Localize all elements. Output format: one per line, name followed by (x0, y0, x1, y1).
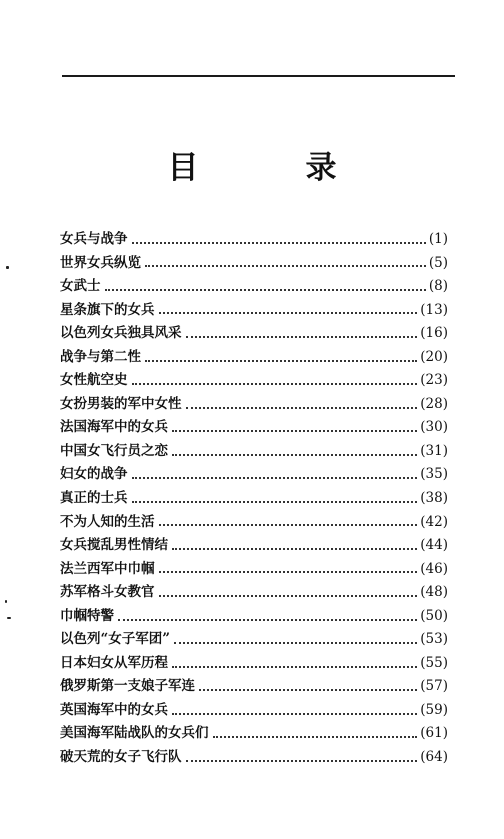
dot-leader (159, 312, 418, 314)
toc-entry-title: 巾帼特警 (60, 607, 114, 624)
header-rule (62, 75, 455, 77)
toc-entry-page-number: (31) (420, 442, 448, 459)
toc-entry-page-number: (38) (420, 490, 448, 507)
toc-entry-page-number: (64) (420, 749, 448, 766)
toc-entry-page-number: (16) (420, 325, 448, 342)
toc-entry (60, 299, 448, 323)
toc-entry-page-number: (57) (420, 678, 448, 695)
toc-entry (60, 369, 448, 393)
toc-entry-page-number: (23) (420, 372, 448, 389)
toc-entry-title: 女兵与战争 (60, 231, 128, 247)
dot-leader (132, 242, 426, 244)
scan-speck (6, 266, 9, 269)
toc-entry-page-number: (59) (420, 701, 448, 718)
toc-entry (60, 275, 448, 299)
toc-entry-title: 战争与第二性 (60, 348, 141, 365)
toc-entry-title: 法国海军中的女兵 (60, 419, 168, 436)
dot-leader (186, 407, 418, 409)
toc-entry (60, 722, 448, 746)
toc-entry (60, 699, 448, 723)
toc-entry (60, 252, 448, 276)
toc-entry (60, 393, 448, 417)
toc-entry-page-number: (46) (420, 560, 448, 577)
toc-entry (60, 322, 448, 346)
toc-entry-page-number: (20) (420, 348, 448, 365)
toc-entry (60, 652, 448, 676)
dot-leader (145, 265, 426, 267)
toc-entry-page-number: (42) (420, 513, 448, 530)
toc-entry (60, 228, 448, 252)
toc-entry (60, 416, 448, 440)
dot-leader (159, 571, 418, 573)
dot-leader (118, 619, 417, 621)
dot-leader (186, 336, 418, 338)
dot-leader (213, 736, 418, 738)
toc-entry-title: 世界女兵纵览 (60, 254, 141, 271)
toc-entry-title: 真正的士兵 (60, 490, 128, 507)
toc-entry-page-number: (35) (420, 466, 448, 483)
dot-leader (132, 501, 418, 503)
table-of-contents (60, 228, 448, 770)
toc-entry (60, 581, 448, 605)
toc-entry (60, 558, 448, 582)
toc-entry-title: 以色列“女子军团” (60, 631, 171, 648)
toc-entry-page-number: (13) (420, 301, 448, 318)
toc-entry-page-number: (5) (428, 254, 448, 271)
toc-entry (60, 440, 448, 464)
dot-leader (159, 595, 418, 597)
toc-entry (60, 746, 448, 770)
toc-entry (60, 675, 448, 699)
toc-entry-title: 女武士 (60, 278, 101, 295)
page-title: 目 录 (167, 150, 375, 186)
toc-entry-title: 女兵搅乱男性情结 (60, 537, 168, 554)
toc-entry-title: 日本妇女从军历程 (60, 654, 168, 671)
toc-entry-title: 英国海军中的女兵 (60, 701, 168, 718)
toc-entry-title: 中国女飞行员之恋 (60, 442, 168, 459)
dot-leader (172, 454, 417, 456)
toc-entry-title: 美国海军陆战队的女兵们 (60, 725, 209, 742)
toc-entry-page-number: (53) (420, 631, 448, 648)
toc-entry (60, 534, 448, 558)
toc-entry (60, 605, 448, 629)
toc-entry-title: 女扮男装的军中女性 (60, 395, 182, 412)
toc-entry-title: 俄罗斯第一支娘子军连 (60, 678, 195, 695)
dot-leader (174, 642, 417, 644)
toc-entry-title: 破天荒的女子飞行队 (60, 749, 182, 766)
toc-entry-page-number: (44) (420, 537, 448, 554)
dot-leader (132, 477, 418, 479)
scan-speck (5, 600, 7, 603)
dot-leader (145, 360, 417, 362)
toc-entry (60, 487, 448, 511)
toc-entry (60, 346, 448, 370)
toc-entry-page-number: (28) (420, 395, 448, 412)
toc-entry (60, 463, 448, 487)
toc-entry (60, 511, 448, 535)
toc-entry-title: 不为人知的生活 (60, 513, 155, 530)
toc-entry-title: 女性航空史 (60, 372, 128, 389)
toc-entry-title: 苏军格斗女教官 (60, 584, 155, 601)
toc-entry-title: 法兰西军中巾帼 (60, 560, 155, 577)
dot-leader (132, 383, 418, 385)
dot-leader (105, 289, 426, 291)
dot-leader (172, 548, 417, 550)
toc-entry-page-number: (1) (428, 231, 448, 247)
dot-leader (159, 524, 418, 526)
toc-entry-page-number: (8) (428, 278, 448, 295)
scan-speck (7, 617, 11, 619)
toc-entry-title: 妇女的战争 (60, 466, 128, 483)
toc-entry-page-number: (55) (420, 654, 448, 671)
dot-leader (186, 760, 418, 762)
toc-entry-page-number: (50) (420, 607, 448, 624)
toc-entry-page-number: (48) (420, 584, 448, 601)
dot-leader (199, 689, 417, 691)
toc-entry-page-number: (61) (420, 725, 448, 742)
dot-leader (172, 666, 417, 668)
toc-entry-title: 以色列女兵独具风采 (60, 325, 182, 342)
toc-entry-page-number: (30) (420, 419, 448, 436)
toc-entry (60, 628, 448, 652)
toc-entry-title: 星条旗下的女兵 (60, 301, 155, 318)
dot-leader (172, 713, 417, 715)
dot-leader (172, 430, 417, 432)
